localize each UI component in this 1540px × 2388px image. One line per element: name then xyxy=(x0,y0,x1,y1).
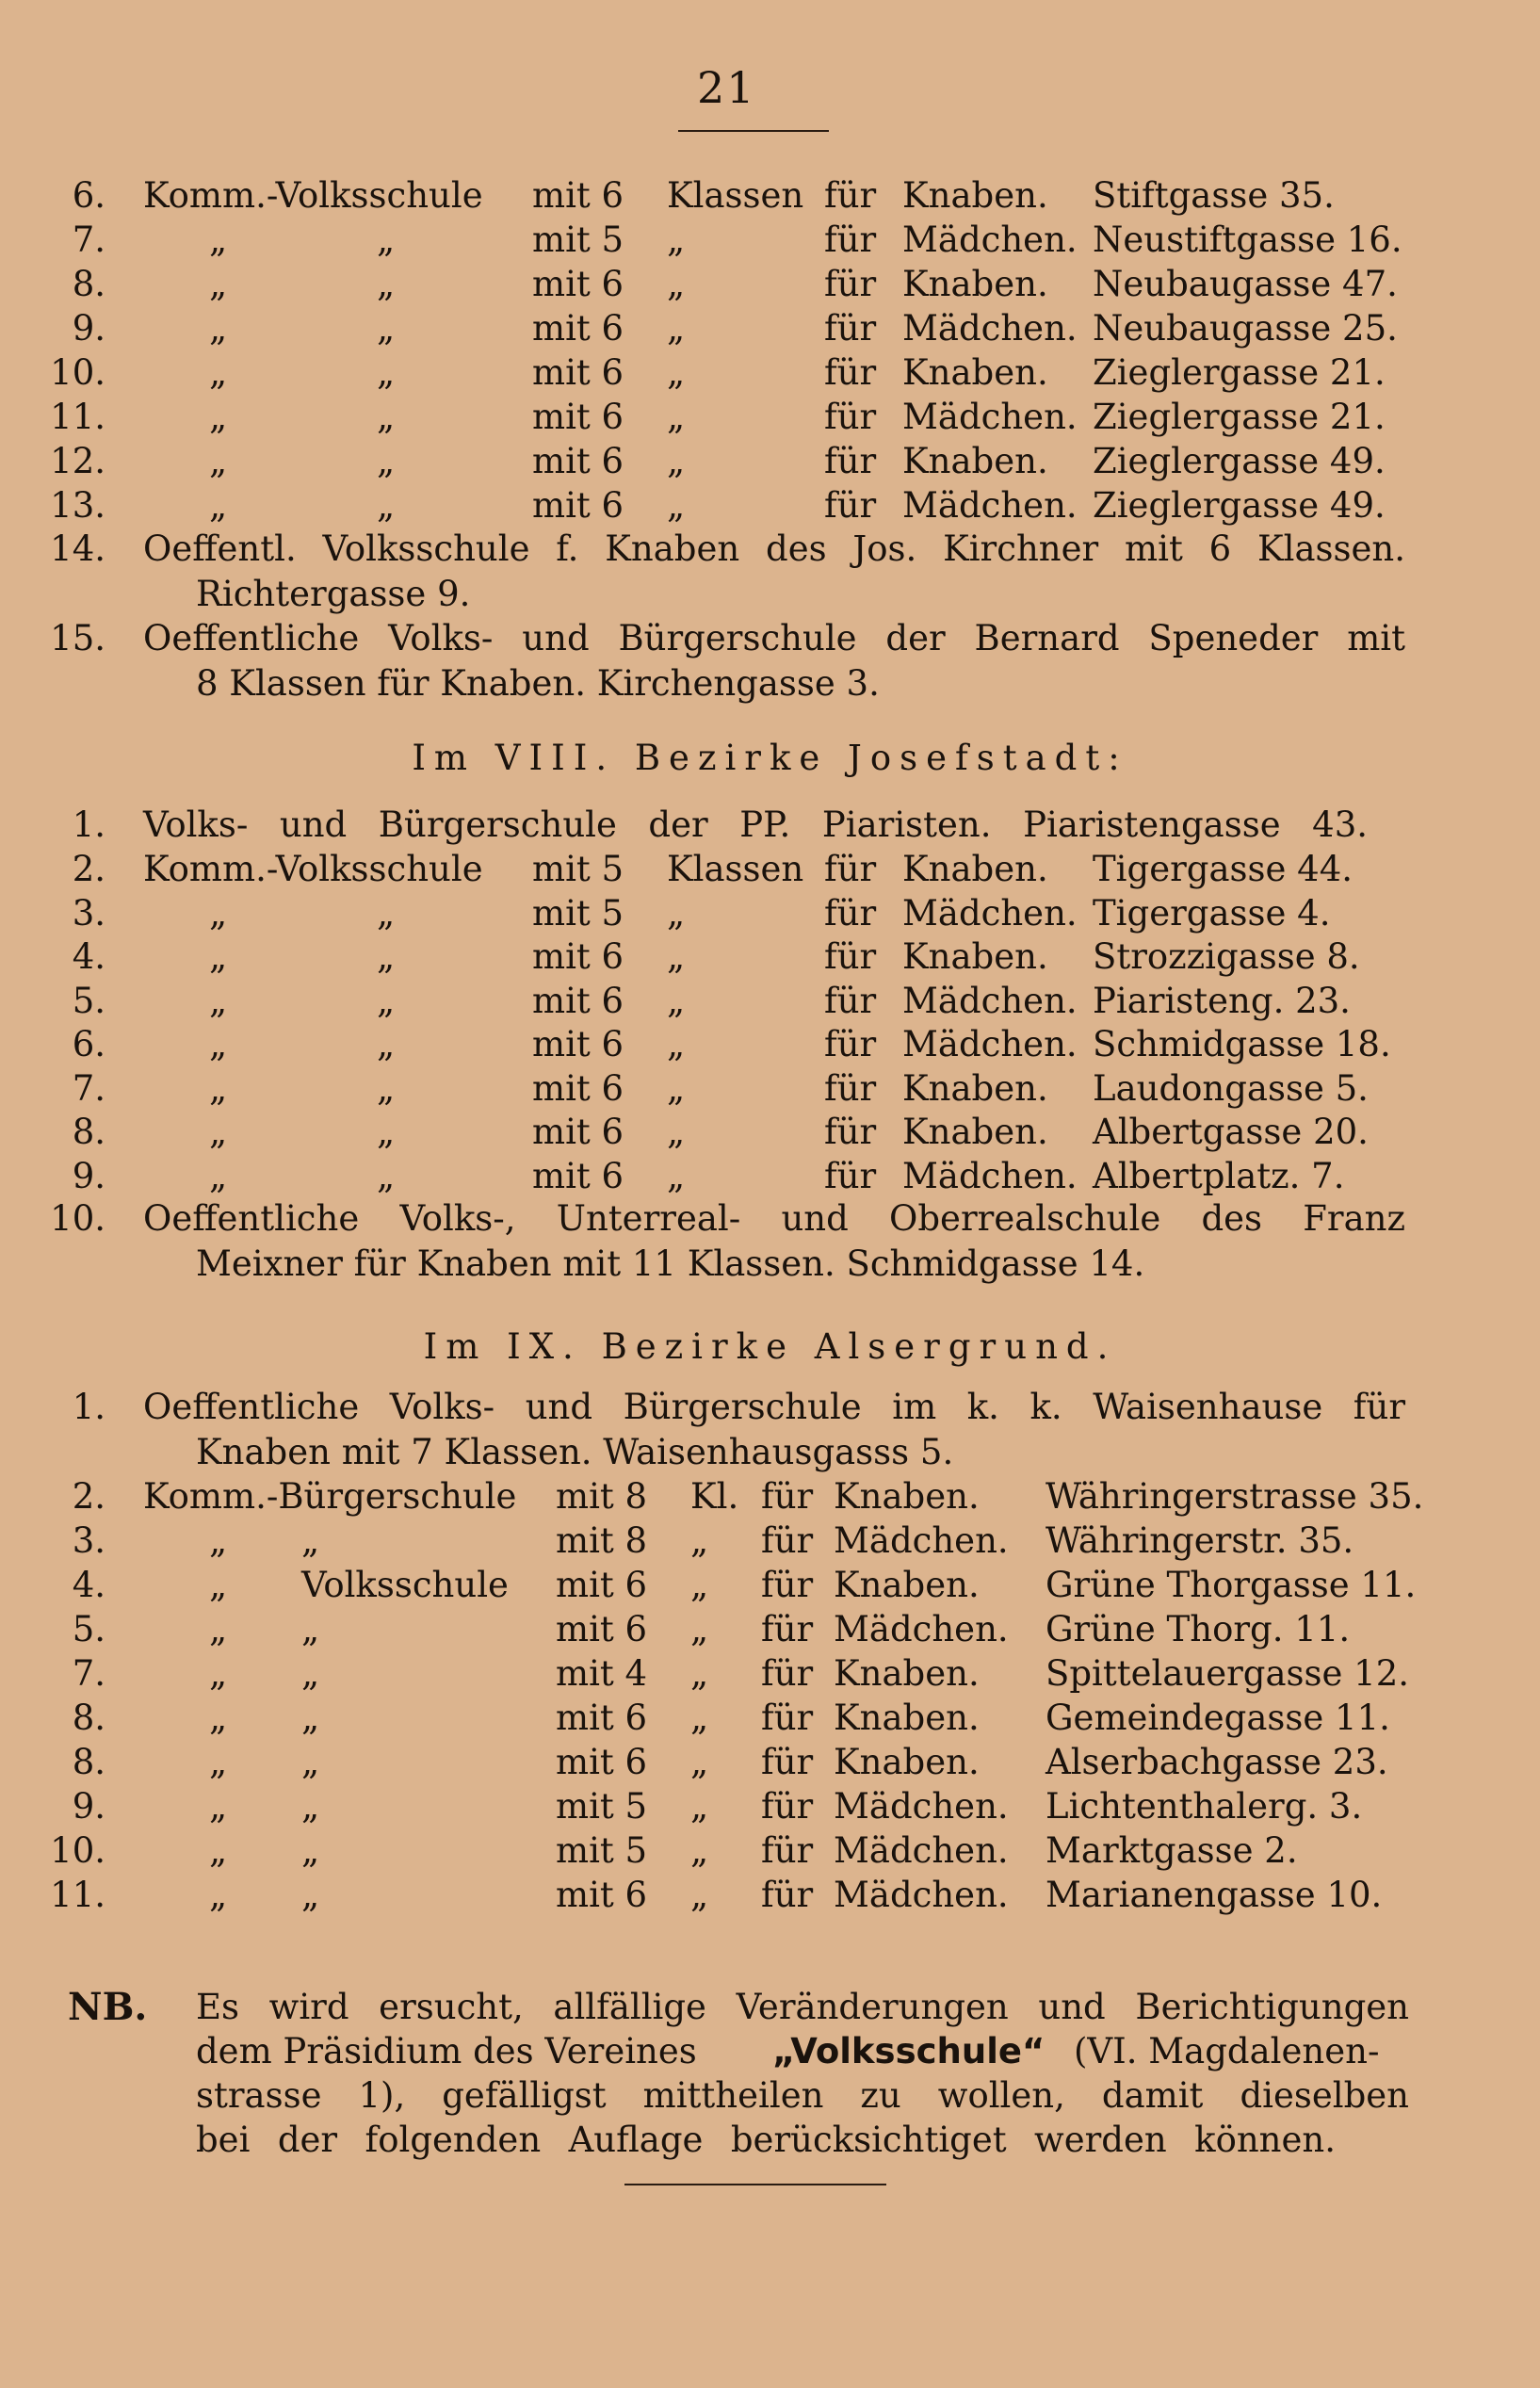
school-row xyxy=(0,1563,1540,1607)
school-type: „ xyxy=(209,1742,228,1782)
school-type: „ xyxy=(209,1155,228,1196)
for-word: für xyxy=(824,849,877,889)
pupil-gender: Mädchen. xyxy=(902,980,1078,1021)
street-address: Laudongasse 5. xyxy=(1093,1067,1369,1109)
pupil-gender: Knaben. xyxy=(834,1565,980,1605)
class-count: mit 6 xyxy=(532,980,624,1021)
school-row xyxy=(0,979,1540,1023)
classes-word: Klassen xyxy=(667,849,804,889)
ditto-school-type: „ xyxy=(377,936,396,977)
street-address: Piaristeng. 23. xyxy=(1093,980,1351,1021)
pupil-gender: Mädchen. xyxy=(834,1786,1009,1827)
ditto-school-type: „ xyxy=(377,264,396,304)
school-type: Komm.-Volksschule xyxy=(143,849,483,889)
street-address: Marianengasse 10. xyxy=(1046,1875,1383,1915)
entry-text-line2: Meixner für Knaben mit 11 Klassen. Schmidgasse 14. xyxy=(196,1243,1145,1284)
pupil-gender: Mädchen. xyxy=(902,219,1078,260)
entry-number: 11. xyxy=(50,1875,105,1915)
page-number-rule xyxy=(678,130,829,132)
school-row xyxy=(0,1696,1540,1740)
street-address: Grüne Thorgasse 11. xyxy=(1046,1565,1417,1605)
classes-word: Kl. xyxy=(690,1476,739,1517)
entry-number: 11. xyxy=(50,397,105,437)
entry-number: 12. xyxy=(50,441,105,481)
nb-line4: bei der folgenden Auflage berücksichtiget werden können. xyxy=(196,2120,1336,2160)
for-word: für xyxy=(761,1520,814,1561)
street-address: Albertgasse 20. xyxy=(1093,1112,1369,1152)
ditto-school-type: „ xyxy=(301,1653,320,1694)
classes-word: „ xyxy=(667,397,686,437)
school-type: „ xyxy=(209,441,228,481)
pupil-gender: Mädchen. xyxy=(902,308,1078,349)
classes-word: „ xyxy=(690,1653,709,1694)
street-address: Neubaugasse 25. xyxy=(1093,308,1398,349)
for-word: für xyxy=(761,1875,814,1915)
entry-text-line1: Oeffentliche Volks- und Bürgerschule der Bernard Speneder mit xyxy=(143,618,1405,658)
school-type: „ xyxy=(209,1024,228,1064)
ditto-school-type: „ xyxy=(301,1520,320,1561)
for-word: für xyxy=(824,397,877,437)
school-type: „ xyxy=(209,1830,228,1871)
pupil-gender: Mädchen. xyxy=(902,1155,1078,1196)
school-type: „ xyxy=(209,936,228,977)
ditto-school-type: Volksschule xyxy=(301,1565,509,1605)
ditto-school-type: „ xyxy=(377,1067,396,1109)
class-count: mit 5 xyxy=(556,1830,648,1871)
school-row xyxy=(0,934,1540,979)
school-row xyxy=(0,1474,1540,1519)
school-row xyxy=(0,1519,1540,1563)
ditto-school-type: „ xyxy=(301,1875,320,1915)
for-word: für xyxy=(824,219,877,260)
nb-line2 xyxy=(0,2029,1540,2073)
school-type: „ xyxy=(209,1112,228,1152)
school-type: „ xyxy=(209,1875,228,1915)
school-row xyxy=(0,218,1540,262)
ditto-school-type: „ xyxy=(377,980,396,1021)
school-type: Komm.-Volksschule xyxy=(143,175,483,216)
class-count: mit 6 xyxy=(532,1067,624,1109)
ditto-school-type: „ xyxy=(377,1024,396,1064)
pupil-gender: Knaben. xyxy=(902,352,1048,393)
school-row xyxy=(0,395,1540,439)
school-row xyxy=(0,1873,1540,1917)
ditto-school-type: „ xyxy=(301,1609,320,1649)
pupil-gender: Knaben. xyxy=(902,1112,1048,1152)
classes-word: „ xyxy=(667,1024,686,1064)
pupil-gender: Mädchen. xyxy=(902,1024,1078,1064)
ditto-school-type: „ xyxy=(377,1155,396,1196)
street-address: Neubaugasse 47. xyxy=(1093,264,1398,304)
entry-number: 8. xyxy=(72,264,105,304)
for-word: für xyxy=(824,485,877,526)
street-address: Zieglergasse 21. xyxy=(1093,352,1386,393)
district-8-heading: Im VIII. Bezirke Josefstadt: xyxy=(412,738,1128,778)
school-row xyxy=(0,306,1540,350)
for-word: für xyxy=(761,1830,814,1871)
class-count: mit 6 xyxy=(532,1024,624,1064)
for-word: für xyxy=(824,352,877,393)
classes-word: „ xyxy=(667,1155,686,1196)
entry-number: 10. xyxy=(50,1830,105,1871)
class-count: mit 6 xyxy=(532,264,624,304)
entry-text-line1: Oeffentl. Volksschule f. Knaben des Jos. Kirchner mit 6 Klassen. xyxy=(143,528,1405,569)
closing-rule xyxy=(624,2184,886,2185)
class-count: mit 8 xyxy=(556,1476,648,1517)
ditto-school-type: „ xyxy=(377,485,396,526)
entry-number: 15. xyxy=(50,618,105,658)
entry-number: 2. xyxy=(72,1476,105,1517)
street-address: Gemeindegasse 11. xyxy=(1046,1698,1390,1738)
entry-number: 7. xyxy=(72,1067,105,1109)
school-type: Komm.-Bürgerschule xyxy=(143,1476,517,1517)
for-word: für xyxy=(761,1742,814,1782)
classes-word: „ xyxy=(667,264,686,304)
class-count: mit 6 xyxy=(532,352,624,393)
pupil-gender: Knaben. xyxy=(902,264,1048,304)
entry-number: 2. xyxy=(72,849,105,889)
school-type: „ xyxy=(209,352,228,393)
classes-word: „ xyxy=(690,1875,709,1915)
ditto-school-type: „ xyxy=(377,397,396,437)
school-type: „ xyxy=(209,219,228,260)
street-address: Spittelauergasse 12. xyxy=(1046,1653,1410,1694)
street-address: Stiftgasse 35. xyxy=(1093,175,1335,216)
ditto-school-type: „ xyxy=(377,352,396,393)
classes-word: „ xyxy=(667,980,686,1021)
classes-word: „ xyxy=(690,1742,709,1782)
association-name: „Volksschule“ xyxy=(772,2031,1046,2071)
school-row xyxy=(0,891,1540,935)
class-count: mit 6 xyxy=(556,1742,648,1782)
entry-number: 9. xyxy=(72,1786,105,1827)
classes-word: „ xyxy=(690,1698,709,1738)
school-row xyxy=(0,847,1540,891)
street-address: Tigergasse 4. xyxy=(1093,892,1331,934)
class-count: mit 6 xyxy=(532,175,624,216)
nb-line1: Es wird ersucht, allfällige Veränderungen und Berichtigungen xyxy=(196,1987,1409,2027)
pupil-gender: Mädchen. xyxy=(834,1520,1009,1561)
street-address: Grüne Thorg. 11. xyxy=(1046,1609,1351,1649)
for-word: für xyxy=(824,308,877,349)
street-address: Alserbachgasse 23. xyxy=(1046,1742,1388,1782)
classes-word: „ xyxy=(667,485,686,526)
street-address: Zieglergasse 21. xyxy=(1093,397,1386,437)
school-type: „ xyxy=(209,1067,228,1109)
school-row xyxy=(0,1828,1540,1873)
classes-word: „ xyxy=(667,308,686,349)
pupil-gender: Knaben. xyxy=(834,1653,980,1694)
for-word: für xyxy=(824,1155,877,1196)
for-word: für xyxy=(761,1786,814,1827)
classes-word: „ xyxy=(667,936,686,977)
class-count: mit 6 xyxy=(532,397,624,437)
ditto-school-type: „ xyxy=(301,1742,320,1782)
school-row xyxy=(0,1022,1540,1066)
pupil-gender: Mädchen. xyxy=(834,1830,1009,1871)
pupil-gender: Knaben. xyxy=(834,1742,980,1782)
school-row xyxy=(0,173,1540,218)
nb-line2-end: (VI. Magdalenen- xyxy=(1074,2031,1380,2071)
class-count: mit 6 xyxy=(556,1875,648,1915)
class-count: mit 6 xyxy=(532,936,624,977)
school-type: „ xyxy=(209,264,228,304)
school-row xyxy=(0,1607,1540,1651)
classes-word: „ xyxy=(690,1565,709,1605)
school-row xyxy=(0,1651,1540,1696)
entry-number: 8. xyxy=(72,1698,105,1738)
class-count: mit 6 xyxy=(532,441,624,481)
entry-number: 3. xyxy=(72,892,105,934)
ditto-school-type: „ xyxy=(301,1786,320,1827)
for-word: für xyxy=(824,936,877,977)
for-word: für xyxy=(824,175,877,216)
classes-word: „ xyxy=(690,1520,709,1561)
for-word: für xyxy=(824,441,877,481)
class-count: mit 5 xyxy=(556,1786,648,1827)
street-address: Marktgasse 2. xyxy=(1046,1830,1298,1871)
pupil-gender: Mädchen. xyxy=(902,485,1078,526)
for-word: für xyxy=(761,1565,814,1605)
class-count: mit 4 xyxy=(556,1653,648,1694)
class-count: mit 6 xyxy=(556,1609,648,1649)
nb-label: NB. xyxy=(68,1985,148,2029)
entry-number: 7. xyxy=(72,1653,105,1694)
entry-number: 3. xyxy=(72,1520,105,1561)
school-row xyxy=(0,1740,1540,1784)
pupil-gender: Mädchen. xyxy=(834,1609,1009,1649)
entry-text-line1: Oeffentliche Volks-, Unterreal- und Oberrealschule des Franz xyxy=(143,1198,1405,1239)
street-address: Lichtenthalerg. 3. xyxy=(1046,1786,1363,1827)
entry-number: 9. xyxy=(72,1155,105,1196)
for-word: für xyxy=(824,892,877,934)
street-address: Albertplatz. 7. xyxy=(1093,1155,1345,1196)
class-count: mit 6 xyxy=(532,485,624,526)
classes-word: „ xyxy=(690,1830,709,1871)
class-count: mit 8 xyxy=(556,1520,648,1561)
pupil-gender: Knaben. xyxy=(902,1067,1048,1109)
nb-line3: strasse 1), gefälligst mittheilen zu wollen, damit dieselben xyxy=(196,2075,1409,2116)
class-count: mit 5 xyxy=(532,849,624,889)
classes-word: „ xyxy=(667,441,686,481)
pupil-gender: Knaben. xyxy=(834,1698,980,1738)
entry-number: 4. xyxy=(72,1565,105,1605)
entry-number: 10. xyxy=(50,352,105,393)
school-row xyxy=(0,350,1540,395)
classes-word: „ xyxy=(667,1112,686,1152)
pupil-gender: Mädchen. xyxy=(902,397,1078,437)
for-word: für xyxy=(824,1112,877,1152)
street-address: Schmidgasse 18. xyxy=(1093,1024,1391,1064)
pupil-gender: Knaben. xyxy=(902,849,1048,889)
school-type: „ xyxy=(209,485,228,526)
for-word: für xyxy=(761,1698,814,1738)
entry-number: 7. xyxy=(72,219,105,260)
school-type: „ xyxy=(209,1565,228,1605)
entry-number: 1. xyxy=(72,804,105,845)
school-type: „ xyxy=(209,308,228,349)
school-row xyxy=(0,1110,1540,1154)
street-address: Währingerstrasse 35. xyxy=(1046,1476,1424,1517)
entry-number: 14. xyxy=(50,528,105,569)
class-count: mit 6 xyxy=(556,1565,648,1605)
pupil-gender: Mädchen. xyxy=(902,892,1078,934)
entry-number: 6. xyxy=(72,1024,105,1064)
school-type: „ xyxy=(209,1609,228,1649)
entry-number: 1. xyxy=(72,1387,105,1427)
school-row xyxy=(0,483,1540,528)
street-address: Währingerstr. 35. xyxy=(1046,1520,1354,1561)
class-count: mit 5 xyxy=(532,892,624,934)
classes-word: „ xyxy=(667,219,686,260)
street-address: Zieglergasse 49. xyxy=(1093,441,1386,481)
entry-text-line1: Volks- und Bürgerschule der PP. Piaristen. Piaristengasse 43. xyxy=(143,804,1368,845)
class-count: mit 5 xyxy=(532,219,624,260)
street-address: Zieglergasse 49. xyxy=(1093,485,1386,526)
entry-number: 10. xyxy=(50,1198,105,1239)
page-number: 21 xyxy=(697,62,756,113)
class-count: mit 6 xyxy=(556,1698,648,1738)
entry-number: 5. xyxy=(72,980,105,1021)
for-word: für xyxy=(761,1653,814,1694)
for-word: für xyxy=(761,1609,814,1649)
for-word: für xyxy=(824,264,877,304)
classes-word: „ xyxy=(667,1067,686,1109)
pupil-gender: Knaben. xyxy=(902,936,1048,977)
ditto-school-type: „ xyxy=(301,1698,320,1738)
ditto-school-type: „ xyxy=(377,219,396,260)
entry-number: 13. xyxy=(50,485,105,526)
entry-text-line2: 8 Klassen für Knaben. Kirchengasse 3. xyxy=(196,663,880,704)
pupil-gender: Knaben. xyxy=(902,175,1048,216)
school-type: „ xyxy=(209,1653,228,1694)
ditto-school-type: „ xyxy=(377,1112,396,1152)
pupil-gender: Knaben. xyxy=(834,1476,980,1517)
for-word: für xyxy=(824,1067,877,1109)
entry-number: 9. xyxy=(72,308,105,349)
entry-number: 6. xyxy=(72,175,105,216)
school-type: „ xyxy=(209,397,228,437)
class-count: mit 6 xyxy=(532,308,624,349)
school-row xyxy=(0,1154,1540,1198)
classes-word: „ xyxy=(690,1609,709,1649)
street-address: Tigergasse 44. xyxy=(1093,849,1354,889)
school-row xyxy=(0,439,1540,483)
street-address: Neustiftgasse 16. xyxy=(1093,219,1402,260)
school-row xyxy=(0,262,1540,306)
entry-text-line2: Knaben mit 7 Klassen. Waisenhausgasss 5. xyxy=(196,1432,954,1472)
classes-word: Klassen xyxy=(667,175,804,216)
entry-number: 8. xyxy=(72,1742,105,1782)
entry-text-line2: Richtergasse 9. xyxy=(196,574,471,614)
classes-word: „ xyxy=(667,892,686,934)
entry-text-line1: Oeffentliche Volks- und Bürgerschule im k. k. Waisenhause für xyxy=(143,1387,1405,1427)
for-word: für xyxy=(824,1024,877,1064)
school-type: „ xyxy=(209,1698,228,1738)
ditto-school-type: „ xyxy=(301,1830,320,1871)
nb-line2-start: dem Präsidium des Vereines xyxy=(196,2031,697,2071)
district-9-heading: Im IX. Bezirke Alsergrund. xyxy=(423,1326,1117,1367)
classes-word: „ xyxy=(667,352,686,393)
ditto-school-type: „ xyxy=(377,441,396,481)
class-count: mit 6 xyxy=(532,1112,624,1152)
class-count: mit 6 xyxy=(532,1155,624,1196)
entry-number: 5. xyxy=(72,1609,105,1649)
ditto-school-type: „ xyxy=(377,308,396,349)
school-type: „ xyxy=(209,980,228,1021)
for-word: für xyxy=(824,980,877,1021)
school-type: „ xyxy=(209,892,228,934)
school-row xyxy=(0,1784,1540,1828)
pupil-gender: Knaben. xyxy=(902,441,1048,481)
entry-number: 4. xyxy=(72,936,105,977)
school-type: „ xyxy=(209,1786,228,1827)
school-row xyxy=(0,1066,1540,1111)
school-type: „ xyxy=(209,1520,228,1561)
for-word: für xyxy=(761,1476,814,1517)
entry-number: 8. xyxy=(72,1112,105,1152)
classes-word: „ xyxy=(690,1786,709,1827)
ditto-school-type: „ xyxy=(377,892,396,934)
pupil-gender: Mädchen. xyxy=(834,1875,1009,1915)
street-address: Strozzigasse 8. xyxy=(1093,936,1360,977)
